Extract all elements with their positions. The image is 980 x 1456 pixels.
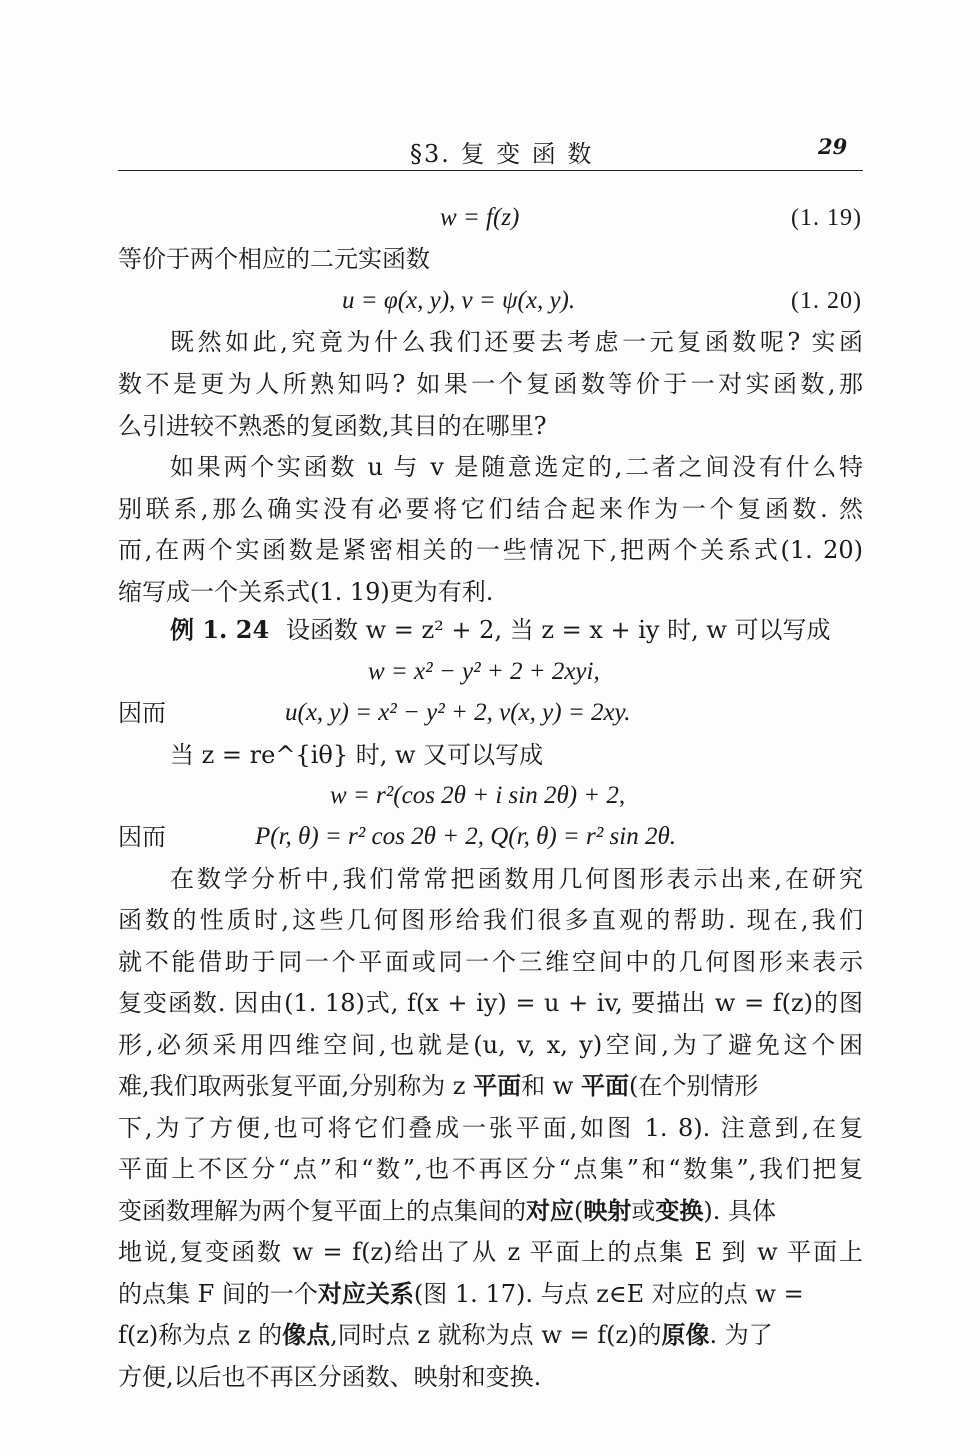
paragraph-line (118, 1317, 863, 1353)
text-run: . 为了 (709, 1321, 773, 1349)
equation-number-1-19: (1. 19) (791, 205, 862, 231)
term-correspondence: 对应 (526, 1196, 574, 1225)
text-run: 难,我们取两张复平面,分别称为 z (118, 1072, 474, 1100)
equation-number-1-20: (1. 20) (791, 288, 862, 314)
paragraph-line (118, 1068, 863, 1104)
text-run: 的点集 F 间的一个 (118, 1280, 318, 1308)
text-run: ). 具体 (703, 1197, 776, 1225)
paragraph-line: 在数学分析中,我们常常把函数用几何图形表示出来,在研究 (170, 865, 863, 893)
paragraph-line (118, 1276, 863, 1312)
therefore-label: 因而 (118, 699, 166, 727)
header-rule (118, 170, 863, 171)
paragraph-line: 方便,以后也不再区分函数、映射和变换. (118, 1363, 542, 1391)
paragraph-line: 函数的性质时,这些几何图形给我们很多直观的帮助. 现在,我们 (118, 906, 863, 934)
paragraph-line: 既然如此,究竟为什么我们还要去考虑一元复函数呢? 实函 (170, 328, 863, 356)
page-number: 29 (818, 134, 848, 159)
paragraph-line: 么引进较不熟悉的复函数,其目的在哪里? (118, 412, 547, 440)
paragraph-line: 数不是更为人所熟知吗? 如果一个复函数等价于一对实函数,那 (118, 370, 863, 398)
paragraph-line: 别联系,那么确实没有必要将它们结合起来作为一个复函数. 然 (118, 495, 863, 523)
paragraph-line: 等价于两个相应的二元实函数 (118, 245, 430, 273)
paragraph-line: 缩写成一个关系式(1. 19)更为有利. (118, 578, 494, 606)
term-z-plane: 平面 (473, 1071, 522, 1100)
example-equation-3: w = r²(cos 2θ + i sin 2θ) + 2, (330, 782, 626, 809)
example-equation-1: w = x² − y² + 2 + 2xyi, (368, 658, 600, 685)
paragraph-line: 地说,复变函数 w = f(z)给出了从 z 平面上的点集 E 到 w 平面上 (118, 1238, 863, 1266)
term-correspondence-relation: 对应关系 (317, 1279, 414, 1308)
example-text: 设函数 w = z² + 2, 当 z = x + iy 时, w 可以写成 (286, 616, 831, 644)
paragraph-line: 如果两个实函数 u 与 v 是随意选定的,二者之间没有什么特 (170, 453, 863, 481)
example-label: 例 1. 24 (170, 615, 270, 644)
text-run: ,同时点 z 就称为点 w = f(z)的 (330, 1321, 662, 1349)
example-equation-4: P(r, θ) = r² cos 2θ + 2, Q(r, θ) = r² sin 2θ. (255, 823, 676, 850)
term-w-plane: 平面 (580, 1071, 629, 1100)
term-image-point: 像点 (282, 1320, 331, 1349)
paragraph-line: 下,为了方便,也可将它们叠成一张平面,如图 1. 8). 注意到,在复 (118, 1114, 863, 1142)
text-run: f(z)称为点 z 的 (118, 1321, 283, 1349)
text-run: ( (574, 1197, 584, 1225)
therefore-label: 因而 (118, 823, 166, 851)
paragraph-line: 复变函数. 因由(1. 18)式, f(x + iy) = u + iv, 要描出 w = f(z)的图 (118, 989, 863, 1017)
paragraph-line: 形,必须采用四维空间,也就是(u, v, x, y)空间,为了避免这个困 (118, 1031, 863, 1059)
term-preimage: 原像 (661, 1320, 710, 1349)
paragraph-line: 平面上不区分“点”和“数”,也不再区分“点集”和“数集”,我们把复 (118, 1155, 863, 1183)
paragraph-line: 而,在两个实函数是紧密相关的一些情况下,把两个关系式(1. 20) (118, 536, 863, 564)
term-transformation: 变换 (655, 1196, 704, 1225)
example-equation-2: u(x, y) = x² − y² + 2, v(x, y) = 2xy. (285, 699, 631, 726)
equation-1-19: w = f(z) (440, 204, 520, 231)
paragraph-line: 就不能借助于同一个平面或同一个三维空间中的几何图形来表示 (118, 948, 863, 976)
example-when-line: 当 z = re^{iθ} 时, w 又可以写成 (170, 741, 544, 769)
term-mapping: 映射 (583, 1196, 632, 1225)
paragraph-line (118, 1193, 863, 1229)
text-run: (图 1. 17). 与点 z∈E 对应的点 w = (413, 1280, 804, 1308)
text-run: (在个别情形 (628, 1072, 759, 1100)
text-run: 变函数理解为两个复平面上的点集间的 (118, 1197, 526, 1225)
equation-1-20: u = φ(x, y), v = ψ(x, y). (342, 287, 576, 314)
text-run: 或 (631, 1197, 656, 1225)
running-header-title: §3. 复 变 函 数 (410, 140, 594, 168)
text-run: 和 w (521, 1072, 581, 1100)
